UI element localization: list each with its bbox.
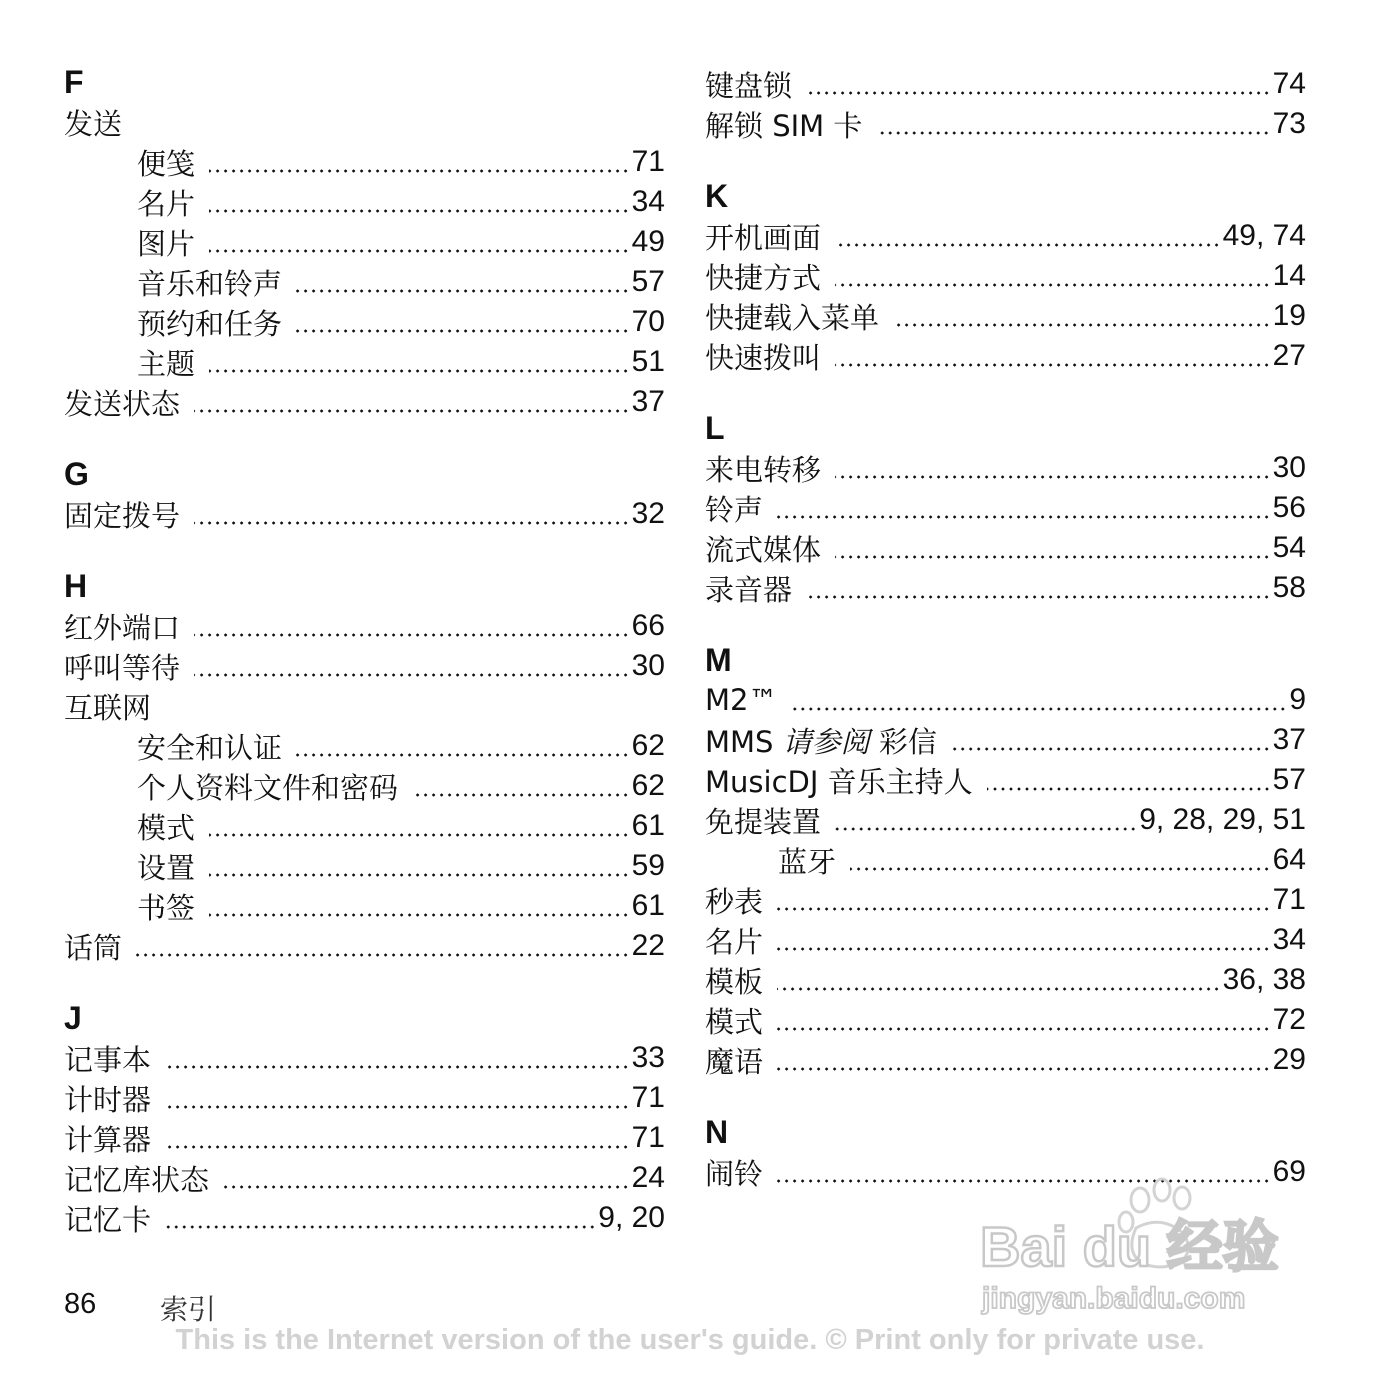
entry-label-text: 预约和任务	[137, 306, 283, 341]
entry-label-text: 秒表	[705, 884, 764, 919]
page-reference: 30	[1272, 451, 1306, 484]
index-entry	[705, 680, 1306, 720]
dot-leader	[209, 249, 630, 253]
entry-see-also: 请参阅	[782, 724, 870, 759]
entry-label-text: 便笺	[137, 146, 196, 181]
index-entry	[64, 606, 665, 646]
index-letter-heading: M	[705, 642, 732, 678]
dot-leader	[165, 1105, 630, 1109]
dot-leader	[194, 521, 630, 525]
index-entry	[705, 256, 1306, 296]
index-subentry	[137, 806, 665, 846]
entry-label	[705, 1040, 763, 1081]
dot-leader	[165, 1145, 630, 1149]
dot-leader	[835, 475, 1271, 479]
page-number: 86	[64, 1288, 97, 1320]
entry-label	[705, 296, 879, 337]
entry-label	[705, 1000, 763, 1041]
entry-label-text: 键盘锁	[705, 68, 793, 103]
page-reference: 9, 28, 29, 51	[1139, 803, 1306, 836]
entry-label-text: 开机画面	[705, 220, 822, 255]
dot-leader	[951, 747, 1271, 751]
dot-leader	[209, 873, 630, 877]
entry-label	[705, 448, 821, 489]
entry-label	[64, 646, 180, 687]
entry-label-text: 主题	[137, 346, 196, 381]
entry-label-text: 蓝牙	[778, 844, 837, 879]
page-reference: 49, 74	[1222, 219, 1306, 252]
page-reference: 71	[631, 1121, 665, 1154]
dot-leader	[209, 369, 630, 373]
index-entry	[705, 488, 1306, 528]
entry-label	[64, 606, 180, 647]
page-reference: 59	[631, 849, 665, 882]
index-entry	[64, 1118, 665, 1158]
index-letter-heading: L	[705, 410, 725, 446]
entry-label	[778, 840, 836, 881]
entry-label	[137, 222, 195, 263]
page-reference: 37	[631, 385, 665, 418]
entry-label	[64, 1118, 151, 1159]
entry-see-target: 彩信	[878, 724, 937, 759]
page-reference: 29	[1272, 1043, 1306, 1076]
page-reference: 32	[631, 497, 665, 530]
dot-leader	[412, 793, 630, 797]
entry-label-text: 名片	[137, 186, 196, 221]
entry-label-text: 名片	[705, 924, 764, 959]
entry-label-text: 模式	[137, 810, 196, 845]
entry-label	[705, 488, 763, 529]
dot-leader	[850, 867, 1271, 871]
entry-label-text: 模板	[705, 964, 764, 999]
entry-label-text: 红外端口	[64, 610, 181, 645]
index-entry	[64, 102, 665, 142]
entry-label-text: 录音器	[705, 572, 793, 607]
page-reference: 30	[631, 649, 665, 682]
dot-leader	[194, 409, 630, 413]
disclaimer-text: This is the Internet version of the user's guide. © Print only for private use.	[175, 1324, 1205, 1356]
entry-label	[137, 302, 282, 343]
entry-label	[705, 336, 821, 377]
entry-label	[64, 382, 180, 423]
index-entry	[705, 1040, 1306, 1080]
page-reference: 71	[631, 145, 665, 178]
page-reference: 27	[1272, 339, 1306, 372]
dot-leader	[296, 753, 630, 757]
entry-label	[705, 64, 792, 105]
entry-label-text: 快捷载入菜单	[705, 300, 880, 335]
entry-label	[64, 494, 180, 535]
entry-label	[64, 1038, 151, 1079]
entry-label	[705, 528, 821, 569]
page-reference: 73	[1272, 107, 1306, 140]
section-title: 索引	[160, 1293, 217, 1326]
page-reference: 72	[1272, 1003, 1306, 1036]
entry-label	[705, 800, 821, 841]
entry-label	[705, 104, 862, 145]
page-reference: 54	[1272, 531, 1306, 564]
page-reference: 37	[1272, 723, 1306, 756]
page-reference: 36, 38	[1222, 963, 1306, 996]
index-entry	[705, 960, 1306, 1000]
entry-label	[137, 262, 282, 303]
entry-label-text: 记忆库状态	[64, 1162, 210, 1197]
entry-label	[64, 686, 151, 727]
index-entry	[705, 448, 1306, 488]
index-letter-heading: H	[64, 568, 88, 604]
dot-leader	[791, 707, 1287, 711]
entry-label	[705, 1152, 763, 1193]
index-entry	[64, 494, 665, 534]
entry-label	[137, 726, 282, 767]
dot-leader	[893, 323, 1271, 327]
page-reference: 71	[1272, 883, 1306, 916]
entry-label-text: MMS	[705, 724, 774, 759]
page-reference: 70	[631, 305, 665, 338]
dot-leader	[806, 595, 1271, 599]
entry-label	[64, 102, 122, 143]
index-entry	[705, 64, 1306, 104]
entry-label	[705, 720, 937, 761]
entry-label	[64, 926, 122, 967]
page-reference: 69	[1272, 1155, 1306, 1188]
page-reference: 22	[631, 929, 665, 962]
index-letter-heading: F	[64, 64, 84, 100]
index-entry	[64, 1038, 665, 1078]
entry-label-text: 书签	[137, 890, 196, 925]
index-subentry	[137, 262, 665, 302]
entry-label-text: 发送	[64, 106, 123, 141]
page-reference: 14	[1272, 259, 1306, 292]
entry-label	[705, 216, 821, 257]
index-subentry	[137, 342, 665, 382]
dot-leader	[876, 131, 1270, 135]
entry-label-text: 快速拨叫	[705, 340, 822, 375]
entry-label-text: 图片	[137, 226, 196, 261]
dot-leader	[165, 1065, 630, 1069]
dot-leader	[835, 243, 1221, 247]
index-subentry	[137, 886, 665, 926]
entry-label	[64, 1158, 209, 1199]
entry-label	[705, 960, 763, 1001]
page-reference: 61	[631, 809, 665, 842]
entry-label	[137, 886, 195, 927]
index-entry	[705, 880, 1306, 920]
index-entry	[705, 104, 1306, 144]
index-entry	[64, 686, 665, 726]
entry-label-text: 互联网	[64, 690, 152, 725]
dot-leader	[835, 827, 1137, 831]
entry-label-text: 音乐和铃声	[137, 266, 283, 301]
entry-label-text: 闹铃	[705, 1156, 764, 1191]
entry-label-text: 个人资料文件和密码	[137, 770, 399, 805]
page-reference: 24	[631, 1161, 665, 1194]
entry-label-text: 记事本	[64, 1042, 152, 1077]
page-reference: 33	[631, 1041, 665, 1074]
entry-label	[705, 880, 763, 921]
dot-leader	[777, 987, 1221, 991]
index-entry	[705, 1000, 1306, 1040]
dot-leader	[209, 833, 630, 837]
dot-leader	[223, 1185, 630, 1189]
dot-leader	[209, 209, 630, 213]
dot-leader	[209, 169, 630, 173]
dot-leader	[209, 913, 630, 917]
index-subentry	[137, 222, 665, 262]
entry-label	[64, 1078, 151, 1119]
index-letter-heading: J	[64, 1000, 82, 1036]
index-entry	[64, 646, 665, 686]
entry-label	[137, 342, 195, 383]
page-reference: 71	[631, 1081, 665, 1114]
page-reference: 56	[1272, 491, 1306, 524]
index-letter-heading: G	[64, 456, 89, 492]
entry-label-text: 快捷方式	[705, 260, 822, 295]
entry-label	[705, 760, 973, 801]
page-reference: 57	[1272, 763, 1306, 796]
page-reference: 49	[631, 225, 665, 258]
dot-leader	[777, 515, 1271, 519]
entry-label	[705, 568, 792, 609]
dot-leader	[806, 91, 1271, 95]
dot-leader	[987, 787, 1271, 791]
entry-label-text: 记忆卡	[64, 1202, 152, 1237]
entry-label	[137, 846, 195, 887]
index-entry	[64, 1158, 665, 1198]
entry-label	[137, 182, 195, 223]
entry-label-text: 安全和认证	[137, 730, 283, 765]
index-entry	[705, 296, 1306, 336]
index-letter-heading: K	[705, 178, 729, 214]
entry-label	[137, 766, 398, 807]
entry-label	[705, 256, 821, 297]
index-entry	[64, 382, 665, 422]
entry-label-text: 计时器	[64, 1082, 152, 1117]
dot-leader	[777, 907, 1271, 911]
index-subentry	[137, 142, 665, 182]
entry-label-text: M2™	[705, 683, 778, 717]
index-subentry	[137, 182, 665, 222]
entry-label-text: MusicDJ 音乐主持人	[705, 764, 973, 799]
dot-leader	[296, 289, 630, 293]
page-reference: 9, 20	[598, 1201, 665, 1234]
page-reference: 58	[1272, 571, 1306, 604]
dot-leader	[165, 1225, 596, 1229]
entry-label	[705, 683, 777, 717]
index-entry	[705, 760, 1306, 800]
dot-leader	[777, 947, 1271, 951]
page-reference: 34	[631, 185, 665, 218]
watermark-logo-text: Bai du 经验	[980, 1215, 1279, 1278]
index-subentry	[137, 726, 665, 766]
index-subentry	[137, 766, 665, 806]
entry-label-text: 呼叫等待	[64, 650, 181, 685]
page-reference: 62	[631, 729, 665, 762]
index-entry	[64, 1078, 665, 1118]
index-entry	[705, 800, 1306, 840]
entry-label-text: 流式媒体	[705, 532, 822, 567]
entry-label-text: 发送状态	[64, 386, 181, 421]
index-entry	[705, 336, 1306, 376]
watermark-url: jingyan.baidu.com	[982, 1282, 1246, 1315]
dot-leader	[194, 633, 630, 637]
entry-label-text: 来电转移	[705, 452, 822, 487]
entry-label	[137, 142, 195, 183]
page-reference: 64	[1272, 843, 1306, 876]
dot-leader	[194, 673, 630, 677]
entry-label	[64, 1198, 151, 1239]
index-entry	[705, 528, 1306, 568]
entry-label-text: 模式	[705, 1004, 764, 1039]
index-entry	[64, 926, 665, 966]
entry-label-text: 话筒	[64, 930, 123, 965]
dot-leader	[777, 1067, 1271, 1071]
page-reference: 74	[1272, 67, 1306, 100]
dot-leader	[296, 329, 630, 333]
baidu-jingyan-watermark	[976, 1168, 1306, 1318]
entry-label-text: 解锁 SIM 卡	[705, 108, 863, 143]
entry-label-text: 魔语	[705, 1044, 764, 1079]
page-reference: 57	[631, 265, 665, 298]
index-subentry	[137, 302, 665, 342]
dot-leader	[777, 1027, 1271, 1031]
entry-label-text: 固定拨号	[64, 498, 181, 533]
dot-leader	[835, 363, 1271, 367]
page-reference: 62	[631, 769, 665, 802]
page-reference: 34	[1272, 923, 1306, 956]
index-subentry	[778, 840, 1306, 880]
index-entry	[705, 720, 1306, 760]
dot-leader	[835, 283, 1271, 287]
page-reference: 19	[1272, 299, 1306, 332]
page-reference: 9	[1289, 683, 1306, 716]
index-entry	[64, 1198, 665, 1238]
dot-leader	[136, 953, 630, 957]
index-entry	[705, 216, 1306, 256]
entry-label-text: 计算器	[64, 1122, 152, 1157]
entry-label	[705, 920, 763, 961]
index-letter-heading: N	[705, 1114, 729, 1150]
entry-label-text: 铃声	[705, 492, 764, 527]
index-entry	[705, 920, 1306, 960]
entry-label	[137, 806, 195, 847]
page-reference: 66	[631, 609, 665, 642]
entry-label-text: 免提装置	[705, 804, 822, 839]
page-reference: 51	[631, 345, 665, 378]
index-entry	[705, 568, 1306, 608]
index-subentry	[137, 846, 665, 886]
page-reference: 61	[631, 889, 665, 922]
entry-label-text: 设置	[137, 850, 196, 885]
dot-leader	[835, 555, 1271, 559]
